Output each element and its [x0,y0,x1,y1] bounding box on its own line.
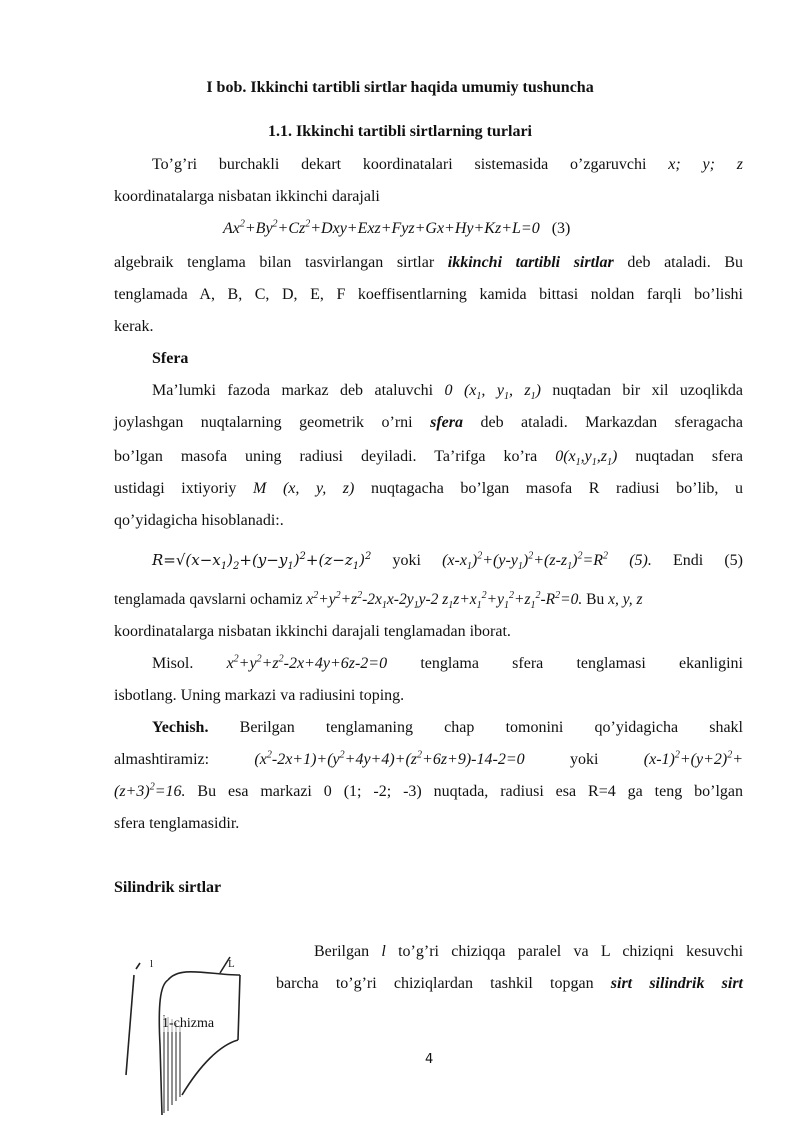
expanded-line-2: koordinatalarga nisbatan ikkinchi darajali tenglamadan iborat. [114,623,511,640]
sfera-line-5: qo’yidagicha hisoblanadi:. [114,512,284,529]
misol-line-2: isbotlang. Uning markazi va radiusini toping. [114,687,405,704]
yechish-line-3: $(z+3)^2=16$. Bu esa markazi 0 (1; -2; -3) nuqtada, radiusi esa R=4 ga teng bo’lgan [114,781,744,800]
intro-line-1: To’g’ri burchakli dekart koordinatalari sistemasida o’zgaruvchi x; y; z [152,156,743,173]
silindrik-line-1: Berilgan l to’g’ri chiziqqa paralel va L chiziqni kesuvchi [314,943,744,960]
intro-line-3: algebraik tenglama bilan tasvirlangan sirtlar ikkinchi tartibli sirtlar deb ataladi. Bu [114,254,744,271]
intro-line-4: tenglamada A, B, C, D, E, F koeffisentlarning kamida bittasi noldan farqli bo’lishi [114,286,743,303]
cylinder-figure [120,945,260,1125]
yechish-line-2: almashtiramiz: $(x^2-2x+1)+(y^2+4y+4)+(z^2+6z+9)-14-2=0$ yoki $(x-1)^2+(y+2)^2+$ [114,749,744,768]
intro-line-2: koordinatalarga nisbatan ikkinchi darajali [114,188,380,205]
intro-line-5: kerak. [114,318,154,335]
misol-line-1: Misol. $x^2+y^2+z^2-2x+4y+6z-2=0$ tenglama sfera tenglamasi ekanligini [152,653,743,672]
sfera-line-3: bo’lgan masofa uning radiusi deyiladi. Ta’rifga ko’ra $0(x_1,y_1,z_1)$ nuqtadan sfera [114,448,744,469]
sfera-heading: Sfera [152,350,189,367]
sfera-line-4: ustidagi ixtiyoriy M (x, y, z) nuqtagacha bo’lgan masofa R radiusi bo’lib, u [114,480,743,497]
silindrik-heading: Silindrik sirtlar [114,879,222,896]
expanded-line: tenglamada qavslarni ochamiz $x^2+y^2+z^2-2x_1x-2y_1y-2$ $z_1z+x_1^2+y_1^2+z_1^2-R^2=0$. Bu x, y, z [114,589,643,612]
sfera-line-2: joylashgan nuqtalarning geometrik o’rni sfera deb ataladi. Markazdan sferagacha [114,414,744,431]
yechish-line-4: sfera tenglamasidir. [114,815,240,832]
yechish-line-1: Yechish. Berilgan tenglamaning chap tomonini qo’yidagicha shakl [152,719,743,736]
radius-formula: $R=√(x-x_1)_2+(y-y_1)^2+(z-z_1)^2$ [152,551,372,572]
sfera-line-1: Ma’lumki fazoda markaz deb ataluvchi 0 ($x_1$, $y_1$, $z_1$) nuqtadan bir xil uzoqlikda [152,382,744,403]
page-number: 4 [425,1052,434,1067]
radius-formula-line: $R=√(x-x_1)_2+(y-y_1)^2+(z-z_1)^2$ yoki $(x-x_1)^2+(y-y_1)^2+(z-z_1)^2=R^2$ (5). Endi (5) [152,550,743,573]
equation-3: $Ax^2+By^2+Cz^2+Dxy+Exz+Fyz+Gx+Hy+Kz+L=0$ (3) [223,218,571,237]
chapter-title: I bob. Ikkinchi tartibli sirtlar haqida umumiy tushuncha [206,79,594,96]
section-title: 1.1. Ikkinchi tartibli sirtlarning turlari [267,123,532,140]
silindrik-line-2: barcha to’g’ri chiziqlardan tashkil topgan sirt silindrik sirt [276,975,743,992]
figure-mark-L: L [228,958,235,970]
figure-label: 1-chizma [162,1016,215,1031]
figure-mark-l: l [150,958,154,970]
equation-number: (3) [551,220,571,237]
